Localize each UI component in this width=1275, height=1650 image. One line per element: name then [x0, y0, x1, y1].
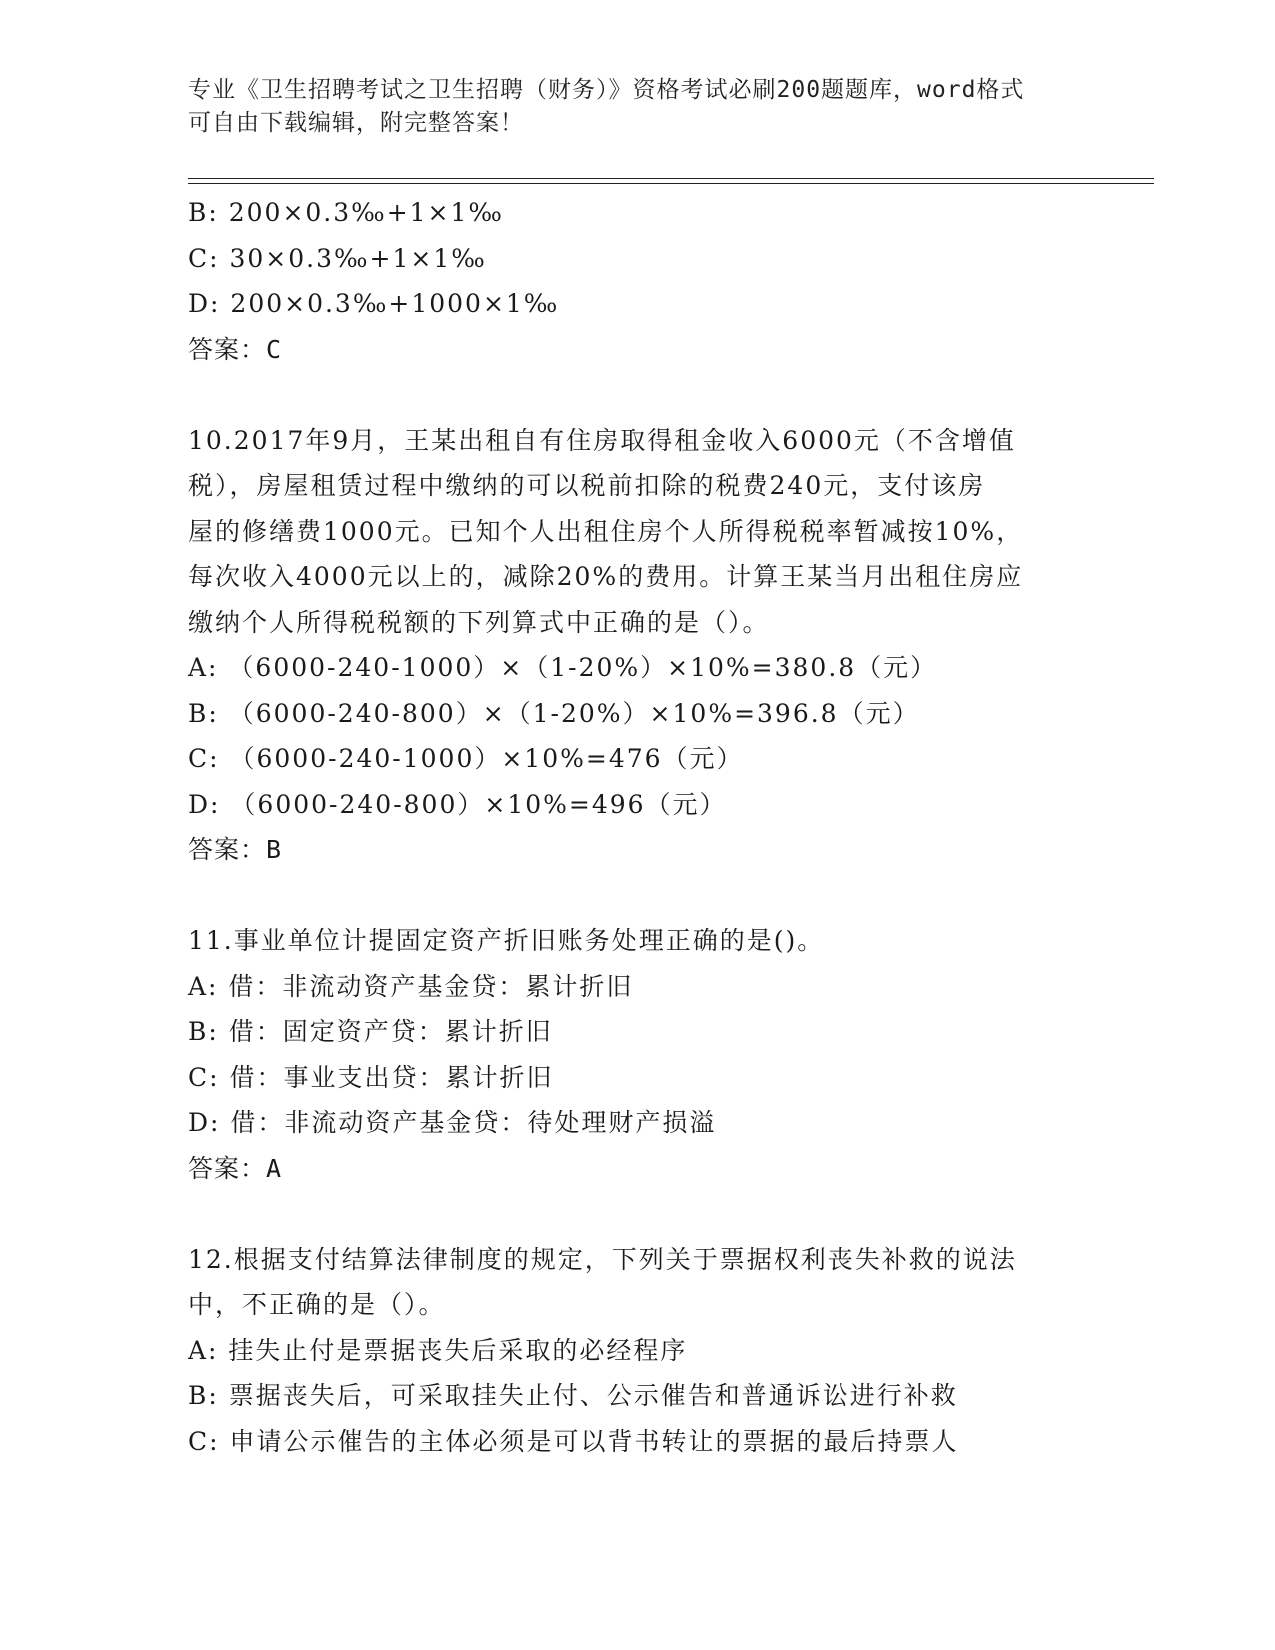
q12-option-c: C: 申请公示催告的主体必须是可以背书转让的票据的最后持票人	[188, 1426, 959, 1456]
header-divider	[188, 178, 1154, 184]
q12-stem-line-1: 12.根据支付结算法律制度的规定，下列关于票据权利丧失补救的说法	[188, 1244, 1017, 1274]
q11-option-d: D: 借：非流动资产基金贷：待处理财产损溢	[188, 1108, 717, 1137]
q12-option-b: B: 票据丧失后，可采取挂失止付、公示催告和普通诉讼进行补救	[188, 1381, 958, 1410]
q11-stem: 11.事业单位计提固定资产折旧账务处理正确的是()。	[188, 926, 825, 955]
q10-option-b: B: （6000-240-800）×（1-20%）×10%=396.8（元）	[188, 698, 920, 728]
q12-stem-line-2: 中，不正确的是（）。	[188, 1290, 446, 1319]
q10-stem-line-3: 屋的修缮费1000元。已知个人出租住房个人所得税税率暂减按10%，	[188, 516, 1024, 546]
spacer	[188, 873, 1068, 919]
q10-stem-line-5: 缴纳个人所得税税额的下列算式中正确的是（）。	[188, 607, 770, 637]
q9-answer: 答案：C	[188, 334, 283, 364]
q11-option-a: A: 借：非流动资产基金贷：累计折旧	[188, 971, 634, 1001]
q10-answer: 答案：B	[188, 835, 283, 864]
q9-option-c: C: 30×0.3‰+1×1‰	[188, 243, 487, 273]
q9-option-b: B: 200×0.3‰+1×1‰	[188, 198, 504, 227]
header-title-line-2: 可自由下载编辑，附完整答案！	[188, 110, 524, 136]
q10-option-d: D: （6000-240-800）×10%=496（元）	[188, 789, 727, 819]
question-11	[188, 918, 1068, 1191]
question-12	[188, 1237, 1068, 1465]
q12-option-a: A: 挂失止付是票据丧失后采取的必经程序	[188, 1335, 688, 1365]
question-content	[188, 190, 1068, 1464]
q11-answer: 答案：A	[188, 1153, 283, 1183]
q10-option-a: A: （6000-240-1000）×（1-20%）×10%=380.8（元）	[188, 653, 938, 682]
spacer	[188, 372, 1068, 418]
q10-stem-line-2: 税），房屋租赁过程中缴纳的可以税前扣除的税费240元，支付该房	[188, 471, 986, 500]
q9-option-d: D: 200×0.3‰+1000×1‰	[188, 289, 560, 318]
question-10	[188, 418, 1068, 873]
q10-stem-line-4: 每次收入4000元以上的，减除20%的费用。计算王某当月出租住房应	[188, 562, 1024, 591]
q11-option-c: C: 借：事业支出贷：累计折旧	[188, 1062, 554, 1092]
question-9	[188, 190, 1068, 372]
page-header	[188, 74, 1068, 140]
q10-option-c: C: （6000-240-1000）×10%=476（元）	[188, 744, 744, 773]
header-title-line-1: 专业《卫生招聘考试之卫生招聘（财务）》资格考试必刷200题题库，word格式	[188, 77, 1025, 103]
spacer	[188, 1191, 1068, 1237]
q10-stem-line-1: 10.2017年9月，王某出租自有住房取得租金收入6000元（不含增值	[188, 425, 1016, 455]
q11-option-b: B: 借：固定资产贷：累计折旧	[188, 1017, 553, 1046]
